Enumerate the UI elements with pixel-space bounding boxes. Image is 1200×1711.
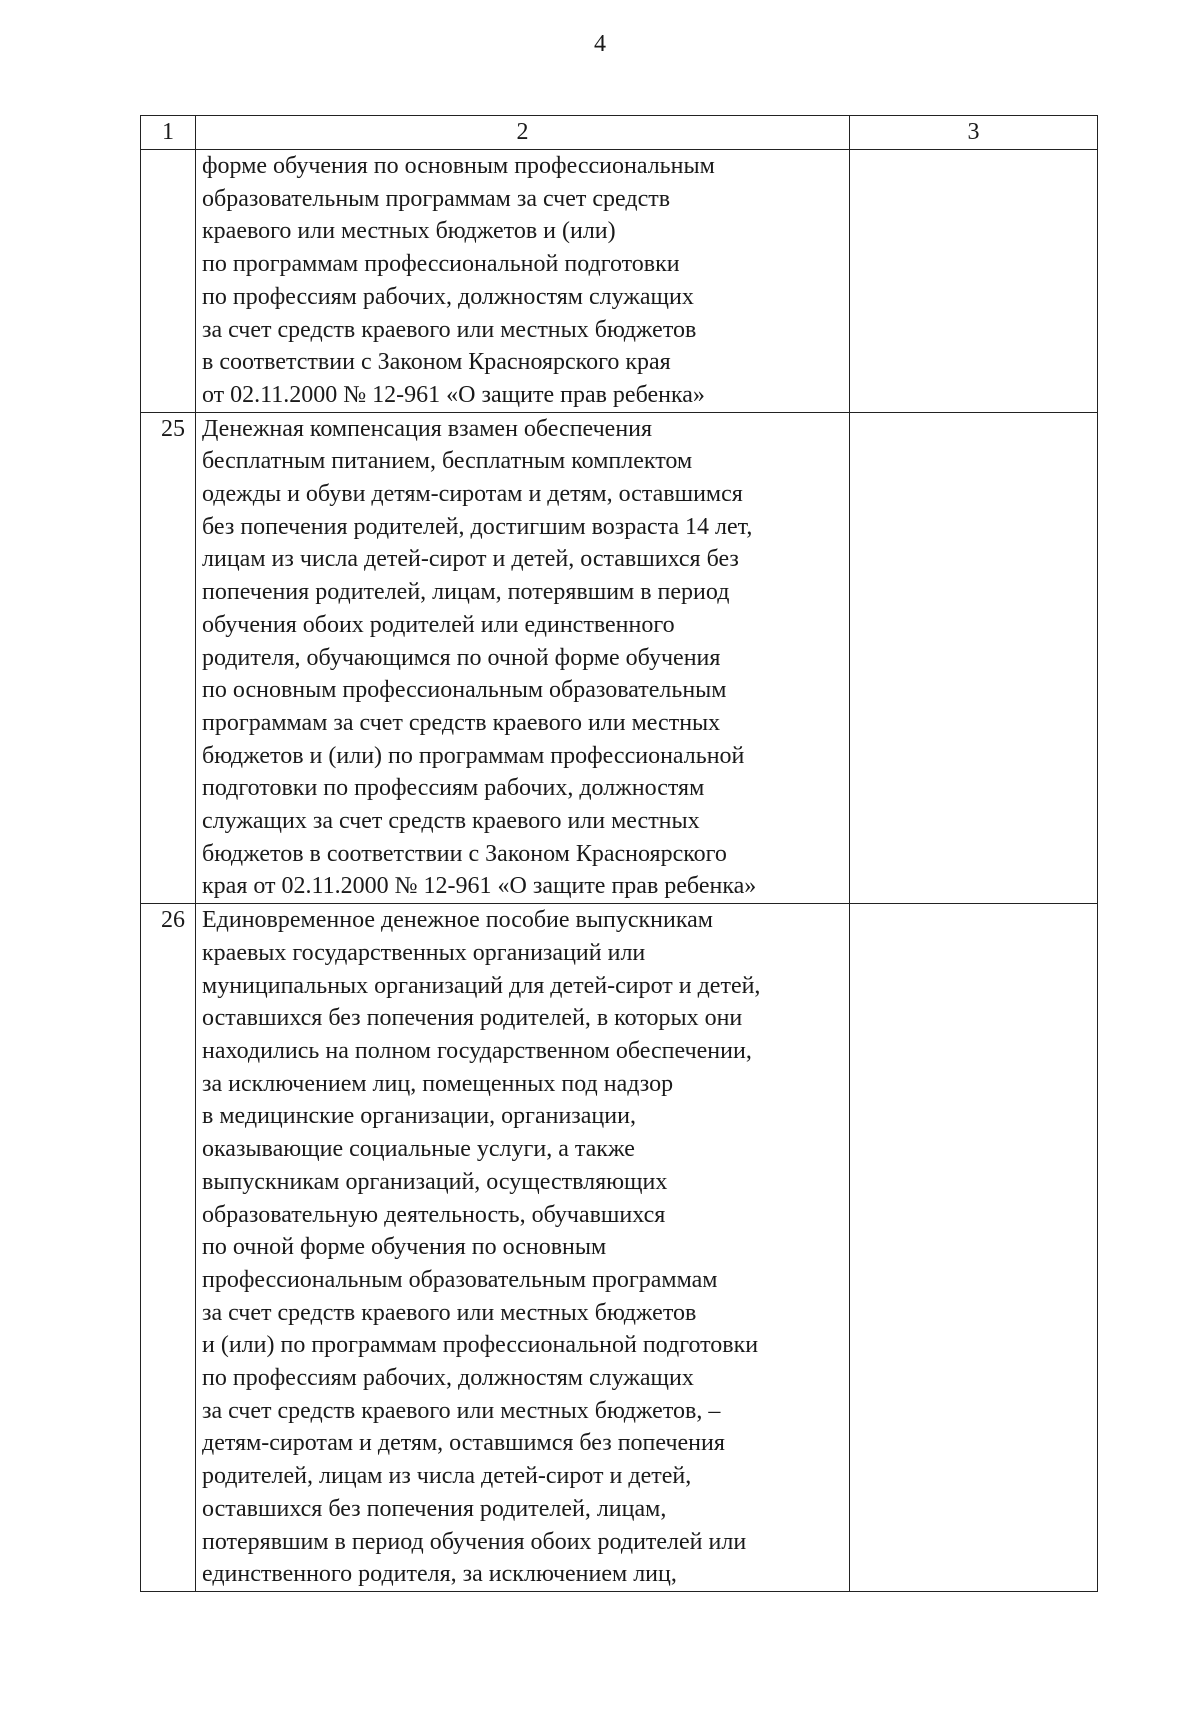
header-cell-3: 3 — [850, 116, 1098, 150]
table-header-row — [141, 116, 1098, 150]
text-line: бесплатным питанием, бесплатным комплектом — [202, 448, 693, 475]
text-line: образовательную деятельность, обучавшихся — [202, 1201, 666, 1228]
text-line: программам за счет средств краевого или местных — [202, 709, 721, 736]
table-row — [141, 412, 1098, 904]
text-line: без попечения родителей, достигшим возраста 14 лет, — [202, 513, 753, 540]
text-line: детям-сиротам и детям, оставшимся без попечения — [202, 1430, 725, 1457]
row-text-cell — [196, 904, 850, 1592]
row-text-cell — [196, 412, 850, 904]
text-line: по профессиям рабочих, должностям служащих — [202, 283, 694, 310]
text-line: одежды и обуви детям-сиротам и детям, оставшимся — [202, 481, 743, 508]
row-number-cell — [141, 150, 196, 413]
text-line: в медицинские организации, организации, — [202, 1103, 636, 1130]
benefits-table — [140, 115, 1098, 1592]
text-line: попечения родителей, лицам, потерявшим в период — [202, 579, 730, 606]
text-line: по основным профессиональным образовательным — [202, 677, 727, 704]
text-line: за счет средств краевого или местных бюджетов, – — [202, 1397, 721, 1424]
text-line: за исключением лиц, помещенных под надзор — [202, 1070, 674, 1097]
text-line: оставшихся без попечения родителей, лицам, — [202, 1495, 667, 1522]
text-line: бюджетов в соответствии с Законом Красноярского — [202, 840, 727, 867]
header-cell-2: 2 — [196, 116, 850, 150]
text-line: за счет средств краевого или местных бюджетов — [202, 316, 697, 343]
row-number-cell: 25 — [141, 412, 196, 904]
header-cell-1: 1 — [141, 116, 196, 150]
text-line: служащих за счет средств краевого или местных — [202, 808, 700, 835]
text-line: форме обучения по основным профессиональным — [202, 153, 715, 179]
text-line: профессиональным образовательным программам — [202, 1266, 718, 1293]
table-row — [141, 150, 1098, 413]
text-line: родителей, лицам из числа детей-сирот и детей, — [202, 1463, 692, 1490]
text-line: Денежная компенсация взамен обеспечения — [202, 415, 653, 442]
text-line: краевого или местных бюджетов и (или) — [202, 218, 616, 245]
row-note-cell — [850, 412, 1098, 904]
row-note-cell — [850, 904, 1098, 1592]
text-line: по очной форме обучения по основным — [202, 1234, 607, 1261]
text-line: по профессиям рабочих, должностям служащих — [202, 1365, 694, 1392]
text-line: за счет средств краевого или местных бюджетов — [202, 1299, 697, 1326]
text-line: Единовременное денежное пособие выпускникам — [202, 907, 713, 934]
text-line: краевых государственных организаций или — [202, 939, 646, 966]
text-line: и (или) по программам профессиональной подготовки — [202, 1332, 759, 1359]
text-line: потерявшим в период обучения обоих родителей или — [202, 1528, 747, 1555]
text-line: оказывающие социальные услуги, а также — [202, 1136, 635, 1163]
text-line: образовательным программам за счет средств — [202, 185, 671, 212]
text-line: бюджетов и (или) по программам профессиональной — [202, 742, 745, 769]
text-line: родителя, обучающимся по очной форме обучения — [202, 644, 721, 671]
text-line: края от 02.11.2000 № 12-961 «О защите прав ребенка» — [202, 873, 757, 900]
text-line: оставшихся без попечения родителей, в которых они — [202, 1005, 743, 1032]
text-line: обучения обоих родителей или единственного — [202, 611, 675, 638]
text-line: лицам из числа детей-сирот и детей, оставшихся без — [202, 546, 739, 573]
text-line: муниципальных организаций для детей-сирот и детей, — [202, 972, 761, 999]
text-line: в соответствии с Законом Красноярского края — [202, 349, 671, 376]
text-line: подготовки по профессиям рабочих, должностям — [202, 775, 705, 802]
row-text-cell — [196, 150, 850, 413]
table-row — [141, 904, 1098, 1592]
text-line: от 02.11.2000 № 12-961 «О защите прав ребенка» — [202, 381, 705, 408]
text-line: находились на полном государственном обеспечении, — [202, 1037, 752, 1064]
page-number: 4 — [594, 31, 606, 57]
row-note-cell — [850, 150, 1098, 413]
text-line: выпускникам организаций, осуществляющих — [202, 1168, 668, 1195]
text-line: единственного родителя, за исключением лиц, — [202, 1561, 677, 1588]
row-number-cell: 26 — [141, 904, 196, 1592]
text-line: по программам профессиональной подготовки — [202, 251, 680, 278]
